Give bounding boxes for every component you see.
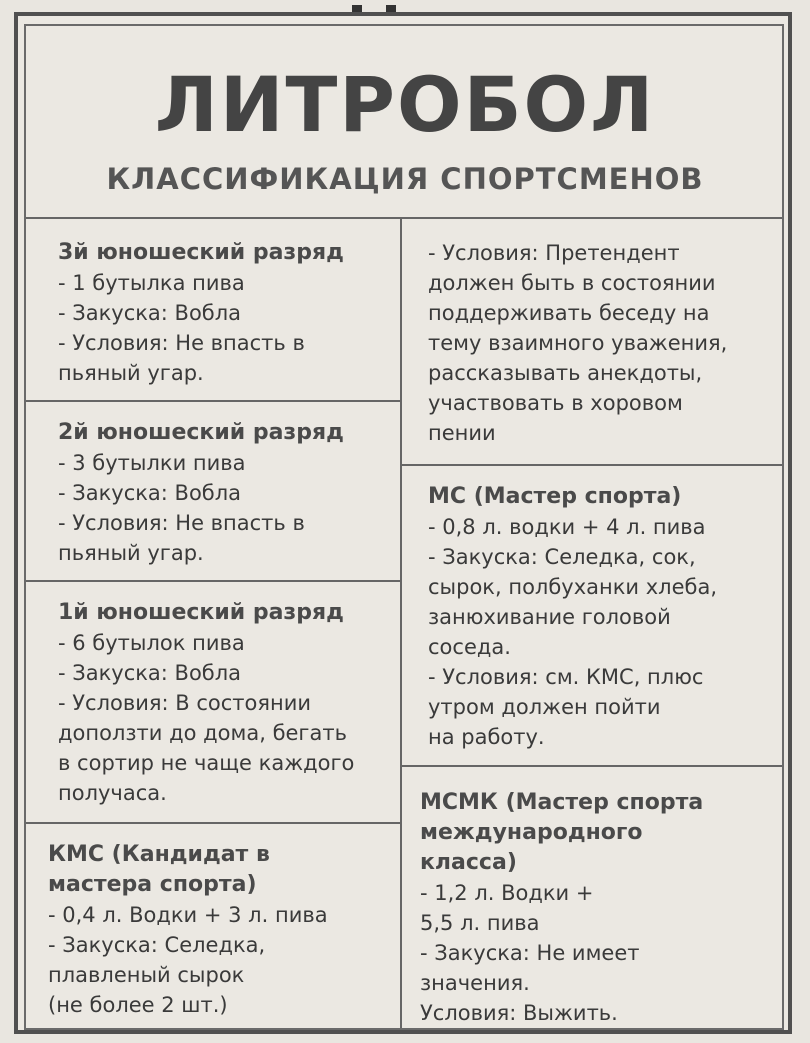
- rank-line: - Условия: Не впасть в: [58, 331, 305, 355]
- rank-line: - 3 бутылки пива: [58, 451, 246, 475]
- rank-line: (не более 2 шт.): [48, 993, 228, 1017]
- rank-line: - Условия: Не впасть в: [58, 511, 305, 535]
- rank-line: соседа.: [428, 635, 511, 659]
- rank-heading: КМС (Кандидат в: [48, 842, 270, 867]
- rank-ms: [414, 474, 782, 752]
- rank-line: - Закуска: Селедка,: [48, 933, 266, 957]
- right-divider-1: [402, 464, 782, 466]
- rank-line: - Закуска: Не имеет: [420, 941, 640, 965]
- left-divider-1: [26, 400, 400, 402]
- rank-line: - Закуска: Вобла: [58, 301, 242, 325]
- column-divider: [400, 217, 402, 1028]
- rank-heading: класса): [420, 850, 517, 875]
- rank-heading: МСМК (Мастер спорта: [420, 790, 704, 815]
- rank-line: - 0,8 л. водки + 4 л. пива: [428, 515, 706, 539]
- top-edge-marks: [352, 0, 432, 10]
- header-divider: [26, 217, 782, 219]
- rank-heading: 3й юношеский разряд: [58, 240, 344, 265]
- rank-line: рассказывать анекдоты,: [428, 361, 703, 385]
- rank-line: в сортир не чаще каждого: [58, 751, 355, 775]
- rank-heading: 2й юношеский разряд: [58, 420, 344, 445]
- page-subtitle: КЛАССИФИКАЦИЯ СПОРТСМЕНОВ: [106, 162, 704, 196]
- rank-line: - 0,4 л. Водки + 3 л. пива: [48, 903, 328, 927]
- rank-heading: мастера спорта): [48, 872, 257, 897]
- rank-heading: 1й юношеский разряд: [58, 600, 344, 625]
- rank-line: 5,5 л. пива: [420, 911, 540, 935]
- rank-kms: [34, 832, 400, 1020]
- rank-line: - 6 бутылок пива: [58, 631, 245, 655]
- rank-msmk: [406, 780, 782, 1028]
- rank-2-junior: [44, 410, 400, 568]
- page-title: ЛИТРОБОЛ: [154, 60, 656, 149]
- rank-line: пении: [428, 421, 496, 445]
- rank-line: тему взаимного уважения,: [428, 331, 728, 355]
- rank-line: должен быть в состоянии: [428, 271, 716, 295]
- rank-3-junior: [44, 230, 400, 388]
- left-divider-2: [26, 580, 400, 582]
- rank-line: - Условия: В состоянии: [58, 691, 312, 715]
- rank-line: на работу.: [428, 725, 545, 749]
- rank-line: - Условия: см. КМС, плюс: [428, 665, 704, 689]
- rank-line: участвовать в хоровом: [428, 391, 683, 415]
- rank-heading: МС (Мастер спорта): [428, 484, 682, 509]
- rank-line: утром должен пойти: [428, 695, 661, 719]
- kms-conditions: [414, 230, 782, 448]
- rank-line: - Закуска: Вобла: [58, 661, 242, 685]
- rank-line: пьяный угар.: [58, 361, 204, 385]
- rank-line: доползти до дома, бегать: [58, 721, 347, 745]
- rank-line: - Условия: Претендент: [428, 241, 680, 265]
- rank-line: - Закуска: Вобла: [58, 481, 242, 505]
- rank-line: плавленый сырок: [48, 963, 245, 987]
- left-divider-3: [26, 822, 400, 824]
- rank-line: значения.: [420, 971, 530, 995]
- rank-1-junior: [44, 590, 400, 808]
- rank-line: сырок, полбуханки хлеба,: [428, 575, 718, 599]
- rank-line: - Закуска: Селедка, сок,: [428, 545, 696, 569]
- rank-line: получаса.: [58, 781, 167, 805]
- rank-line: занюхивание головой: [428, 605, 671, 629]
- rank-line: - 1 бутылка пива: [58, 271, 245, 295]
- right-divider-2: [402, 765, 782, 767]
- rank-line: - 1,2 л. Водки +: [420, 881, 594, 905]
- rank-heading: международного: [420, 820, 643, 845]
- rank-line: пьяный угар.: [58, 541, 204, 565]
- rank-line: поддерживать беседу на: [428, 301, 710, 325]
- rank-line: Условия: Выжить.: [420, 1001, 618, 1025]
